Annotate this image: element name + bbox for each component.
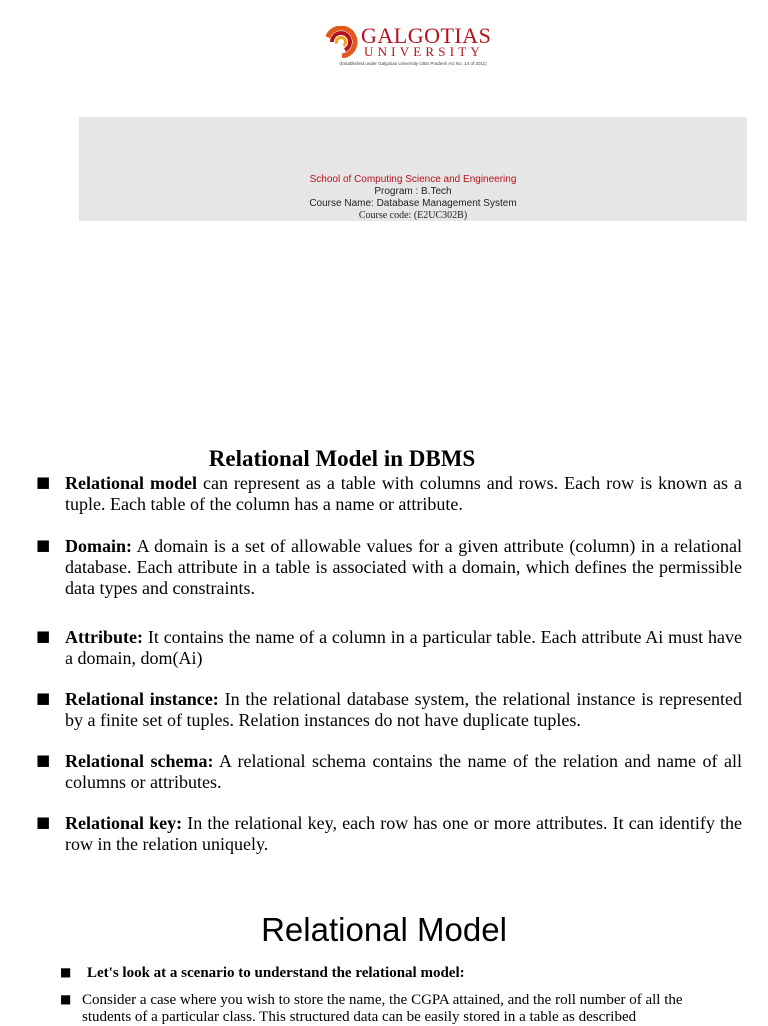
list-item-relational-key [36, 813, 742, 855]
square-bullet-icon: ■ [36, 751, 51, 769]
item-text: Consider a case where you wish to store the name, the CGPA attained, and the roll number of all the students of a particular class. This structured data can be easily stored in a table as described [82, 992, 683, 1025]
item-text: In the relational key, each row has one or more attributes. It can identify the row in the relation uniquely. [65, 813, 742, 854]
item-term: Domain: [65, 536, 132, 556]
logo-subtitle: UNIVERSITY [364, 44, 484, 59]
section-title-2: Relational Model [261, 911, 507, 948]
item-text: can represent as a table with columns and rows. Each row is known as a tuple. Each table of the column has a name or attribute. [65, 473, 743, 514]
list-item-scenario [60, 965, 717, 982]
item-text: It contains the name of a column in a particular table. Each attribute Ai must have a domain, dom(Ai) [65, 627, 742, 668]
item-text: In the relational database system, the relational instance is represented by a finite set of tuples. Relation instances do not have duplicate tuples. [65, 689, 742, 730]
square-bullet-icon: ■ [60, 992, 72, 1006]
list-item-domain [36, 536, 742, 599]
square-bullet-icon: ■ [36, 536, 51, 554]
logo-name: GALGOTIAS [361, 23, 492, 48]
item-term: Relational schema: [65, 751, 214, 771]
square-bullet-icon: ■ [36, 813, 51, 831]
square-bullet-icon: ■ [36, 689, 51, 707]
section-title: Relational Model in DBMS [208, 446, 476, 471]
university-logo [325, 23, 505, 70]
square-bullet-icon: ■ [36, 627, 51, 645]
item-text: Let's look at a scenario to understand the relational model: [87, 965, 465, 981]
program-label: Program : B.Tech [374, 186, 452, 197]
item-text: A domain is a set of allowable values for a given attribute (column) in a relational database. Each attribute in a table is associated with a domain, which defines the permissible data types and constraints. [65, 536, 742, 598]
square-bullet-icon: ■ [36, 473, 51, 491]
item-term: Relational model [65, 473, 197, 493]
list-item-relational-instance [36, 689, 742, 731]
item-term: Attribute: [65, 627, 143, 647]
school-name: School of Computing Science and Engineering [309, 174, 517, 185]
list-item-relational-schema [36, 751, 742, 793]
item-text: A relational schema contains the name of the relation and name of all columns or attributes. [65, 751, 742, 792]
square-bullet-icon: ■ [60, 965, 72, 979]
list-item-relational-model [36, 473, 743, 515]
list-item-attribute [36, 627, 742, 669]
logo-tagline: (Established under Galgotias University Uttar Pradesh Act No. 14 of 2011) [339, 61, 487, 66]
galgotias-emblem-icon [325, 26, 359, 58]
item-term: Relational key: [65, 813, 183, 833]
list-item-example [60, 992, 712, 1026]
course-name: Course Name: Database Management System [309, 198, 517, 209]
item-term: Relational instance: [65, 689, 219, 709]
course-code: Course code: (E2UC302B) [358, 210, 468, 221]
course-banner [79, 117, 747, 221]
